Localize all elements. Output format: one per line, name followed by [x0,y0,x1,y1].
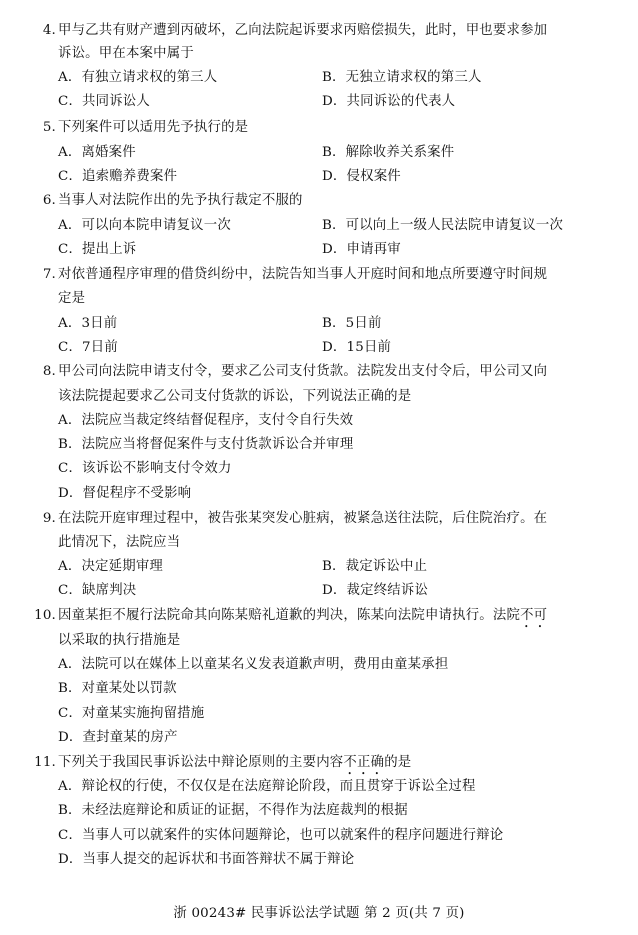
option-c: C．7日前 [58,340,118,355]
stem-text: 因童某拒不履行法院命其向陈某赔礼道歉的判决，陈某向法院申请执行。法院 [58,608,521,623]
question-stem [58,753,411,778]
stem-text: 下列关于我国民事诉讼法中辩论原则的主要内容 [58,755,344,770]
question-stem: 当事人对法院作出的先予执行裁定不服的 [58,193,303,208]
question-stem: 在法院开庭审理过程中，被告张某突发心脏病，被紧急送往法院，后住院治疗。在 [58,511,548,526]
option-c: C．缺席判决 [58,583,137,598]
option-a: A．决定延期审理 [58,559,164,574]
option-b: B．5日前 [322,316,382,331]
option-c: C．当事人可以就案件的实体问题辩论，也可以就案件的程序问题进行辩论 [58,828,504,843]
option-a: A．辩论权的行使，不仅仅是在法庭辩论阶段，而且贯穿于诉讼全过程 [58,779,476,794]
question-number: 10. [34,608,56,623]
option-a: A．有独立请求权的第三人 [58,70,218,85]
option-b: B．裁定诉讼中止 [322,559,428,574]
option-d: D．当事人提交的起诉状和书面答辩状不属于辩论 [58,852,355,867]
option-a: A．3日前 [58,316,118,331]
option-a: A．可以向本院申请复议一次 [58,218,231,233]
option-c: C．对童某实施拘留措施 [58,706,205,721]
emphasis-text: 不可 [520,608,548,623]
option-a: A．法院可以在媒体上以童某名义发表道歉声明，费用由童某承担 [58,657,449,672]
option-c: C．该诉讼不影响支付令效力 [58,461,232,476]
option-a: A．法院应当裁定终结督促程序，支付令自行失效 [58,413,354,428]
emphasis-text: 不正确 [343,755,385,770]
option-d: D．15日前 [322,340,392,355]
question-number: 9. [42,511,56,526]
question-stem: 以采取的执行措施是 [58,633,181,648]
question-number: 6. [42,193,56,208]
question-stem: 甲与乙共有财产遭到丙破坏，乙向法院起诉要求丙赔偿损失，此时，甲也要求参加 [58,23,548,38]
question-stem: 对依普通程序审理的借贷纠纷中，法院告知当事人开庭时间和地点所要遵守时间规 [58,267,548,282]
option-d: D．侵权案件 [322,169,401,184]
option-c: C．共同诉讼人 [58,94,150,109]
option-d: D．共同诉讼的代表人 [322,94,456,109]
question-stem: 诉讼。甲在本案中属于 [58,46,194,61]
option-a: A．离婚案件 [58,145,136,160]
question-number: 5. [42,120,56,135]
option-d: D．裁定终结诉讼 [322,583,429,598]
question-number: 11. [34,755,56,770]
option-b: B．未经法庭辩论和质证的证据，不得作为法庭裁判的根据 [58,803,408,818]
option-b: B．对童某处以罚款 [58,681,177,696]
question-stem: 定是 [58,291,86,306]
question-number: 4. [42,23,56,38]
option-c: C．追索赡养费案件 [58,169,178,184]
stem-text: 的是 [384,755,412,770]
option-d: D．申请再审 [322,242,401,257]
option-d: D．查封童某的房产 [58,730,178,745]
question-stem: 此情况下，法院应当 [58,535,181,550]
option-b: B．解除收养关系案件 [322,145,455,160]
option-b: B．无独立请求权的第三人 [322,70,482,85]
option-b: B．法院应当将督促案件与支付货款诉讼合并审理 [58,437,354,452]
question-stem: 该法院提起要求乙公司支付货款的诉讼，下列说法正确的是 [58,389,412,404]
question-number: 7. [42,267,56,282]
option-c: C．提出上诉 [58,242,137,257]
question-stem: 下列案件可以适用先予执行的是 [58,120,249,135]
question-stem [58,606,547,631]
question-number: 8. [42,364,56,379]
question-stem: 甲公司向法院申请支付令，要求乙公司支付货款。法院发出支付令后，甲公司又向 [58,364,548,379]
page-footer: 浙 00243# 民事诉讼法学试题 第 2 页(共 7 页) [173,906,465,921]
option-d: D．督促程序不受影响 [58,486,192,501]
option-b: B．可以向上一级人民法院申请复议一次 [322,218,564,233]
